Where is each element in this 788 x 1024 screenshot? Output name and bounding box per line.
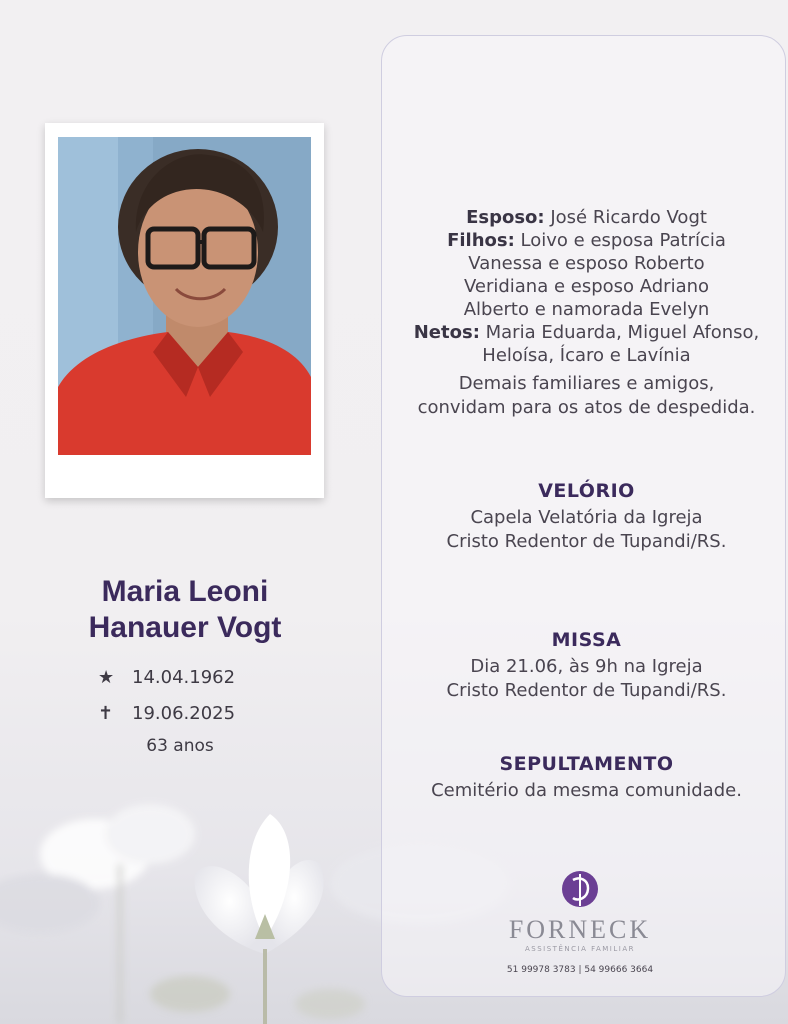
star-icon: ★ (98, 666, 115, 688)
birth-date: 14.04.1962 (132, 666, 236, 688)
funeral-home-logo (500, 868, 660, 975)
child-item: Veridiana e esposo Adriano (463, 276, 710, 297)
spouse-label: Esposo: (466, 207, 545, 228)
child-item: Alberto e namorada Evelyn (463, 299, 710, 320)
children-label: Filhos: (447, 230, 515, 251)
missa-title: MISSA (551, 629, 622, 651)
sepultamento-line: Cemitério da mesma comunidade. (431, 780, 742, 801)
phone-numbers: 51 99978 3783 | 54 99666 3664 (506, 965, 654, 975)
velorio-title: VELÓRIO (538, 480, 635, 502)
spouse-line (389, 206, 784, 229)
grandchildren-label: Netos: (413, 322, 480, 343)
velorio-section (389, 479, 784, 554)
spouse-name: José Ricardo Vogt (550, 207, 707, 228)
name-line-2: Hanauer Vogt (88, 611, 282, 644)
grandchildren-line (389, 321, 784, 344)
dates (98, 659, 298, 731)
invitation (389, 372, 784, 420)
grandchildren-names: Maria Eduarda, Miguel Afonso, (485, 322, 760, 343)
death-row (98, 695, 298, 731)
birth-row (98, 659, 298, 695)
invitation-line: Demais familiares e amigos, (458, 373, 715, 394)
grandchildren-names: Heloísa, Ícaro e Lavínia (482, 345, 691, 366)
children-line (389, 229, 784, 252)
velorio-line: Capela Velatória da Igreja (470, 507, 703, 528)
child-item: Loivo e esposa Patrícia (520, 230, 726, 251)
missa-line: Cristo Redentor de Tupandi/RS. (446, 680, 727, 701)
deceased-name (40, 574, 330, 646)
forneck-emblem-icon (560, 868, 600, 910)
family-block (389, 206, 784, 420)
velorio-line: Cristo Redentor de Tupandi/RS. (446, 531, 727, 552)
death-date: 19.06.2025 (132, 702, 236, 724)
sepultamento-section (389, 752, 784, 803)
child-item: Vanessa e esposo Roberto (468, 253, 705, 274)
cross-icon: ✝ (98, 702, 114, 724)
missa-section (389, 628, 784, 703)
name-line-1: Maria Leoni (101, 575, 269, 608)
photo-frame (45, 123, 324, 498)
age: 63 anos (146, 736, 214, 756)
invitation-line: convidam para os atos de despedida. (417, 397, 756, 418)
sepultamento-title: SEPULTAMENTO (499, 753, 674, 775)
brand-name: FORNECK (508, 915, 652, 944)
missa-line: Dia 21.06, às 9h na Igreja (470, 656, 703, 677)
portrait-photo (58, 137, 311, 455)
brand-subtitle: ASSISTÊNCIA FAMILIAR (525, 945, 635, 953)
